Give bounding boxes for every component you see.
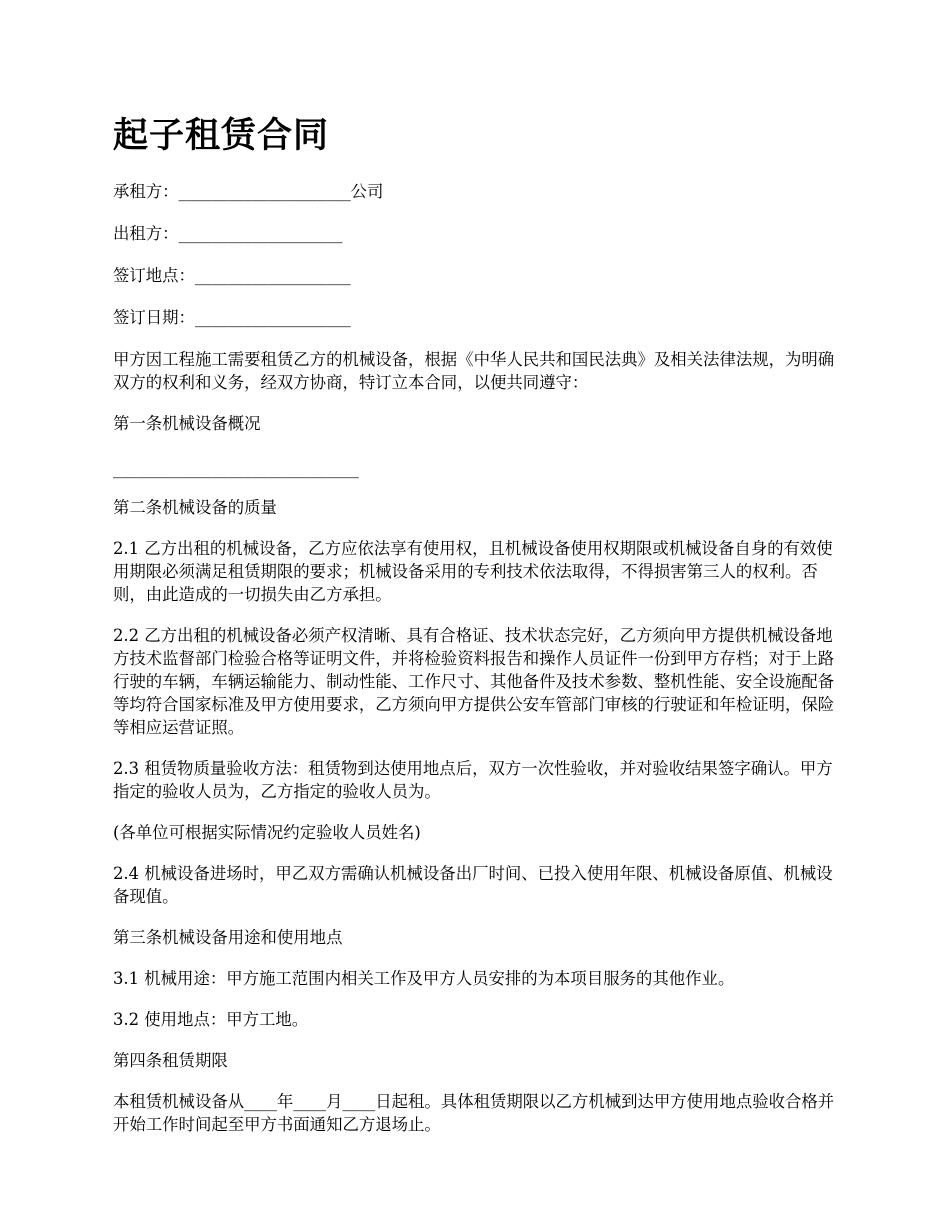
article-1-heading: 第一条机械设备概况 [113, 414, 261, 433]
clause-2-2: 2.2 乙方出租的机械设备必须产权清晰、具有合格证、技术状态完好，乙方须向甲方提供机械设备地方技术监督部门检验合格等证明文件，并将检验资料报告和操作人员证件一份到甲方存档；对于上路行驶的车辆，车辆运输能力、制动性能、工作尺寸、其他备件及技术参数、整机性能、安全设施配备等均符合国家标准及甲方使用要求，乙方须向甲方提供公安车管部门审核的行驶证和年检证明，保险等相应运营证照。 [113, 626, 835, 737]
lease-term-paragraph: 本租赁机械设备从____年____月____日起租。具体租赁期限以乙方机械到达甲方使用地点验收合格并开始工作时间起至甲方书面通知乙方退场止。 [113, 1092, 835, 1134]
article-3-heading: 第三条机械设备用途和使用地点 [113, 928, 343, 947]
clause-2-3: 2.3 租赁物质量验收方法：租赁物到达使用地点后，双方一次性验收，并对验收结果签字确认。甲方指定的验收人员为，乙方指定的验收人员为。 [113, 759, 833, 801]
clause-3-1: 3.1 机械用途：甲方施工范围内相关工作及甲方人员安排的为本项目服务的其他作业。 [113, 969, 735, 988]
preamble-paragraph: 甲方因工程施工需要租赁乙方的机械设备，根据《中华人民共和国民法典》及相关法律法规，为明确双方的权利和义务，经双方协商，特订立本合同，以便共同遵守： [113, 350, 835, 392]
clause-2-3-note: (各单位可根据实际情况约定验收人员姓名) [113, 823, 421, 842]
signing-place-field: 签订地点：___________________ [113, 266, 351, 285]
clause-3-2: 3.2 使用地点：甲方工地。 [113, 1010, 309, 1029]
document-page [113, 112, 840, 1154]
clause-2-1: 2.1 乙方出租的机械设备，乙方应依法享有使用权，且机械设备使用权期限或机械设备自身的有效使用期限必须满足租赁期限的要求；机械设备采用的专利技术依法取得，不得损害第三人的权利。否则，由此造成的一切损失由乙方承担。 [113, 539, 833, 604]
article-2-heading: 第二条机械设备的质量 [113, 498, 277, 517]
signing-date-field: 签订日期：___________________ [113, 308, 351, 327]
article-4-heading: 第四条租赁期限 [113, 1051, 228, 1070]
equipment-overview-blank: ______________________________ [113, 459, 359, 478]
lessor-field: 出租方：____________________ [113, 224, 343, 243]
clause-2-4: 2.4 机械设备进场时，甲乙双方需确认机械设备出厂时间、已投入使用年限、机械设备原值、机械设备现值。 [113, 864, 833, 906]
document-title: 起子租赁合同 [113, 116, 330, 156]
lessee-field: 承租方：_____________________公司 [113, 182, 384, 201]
